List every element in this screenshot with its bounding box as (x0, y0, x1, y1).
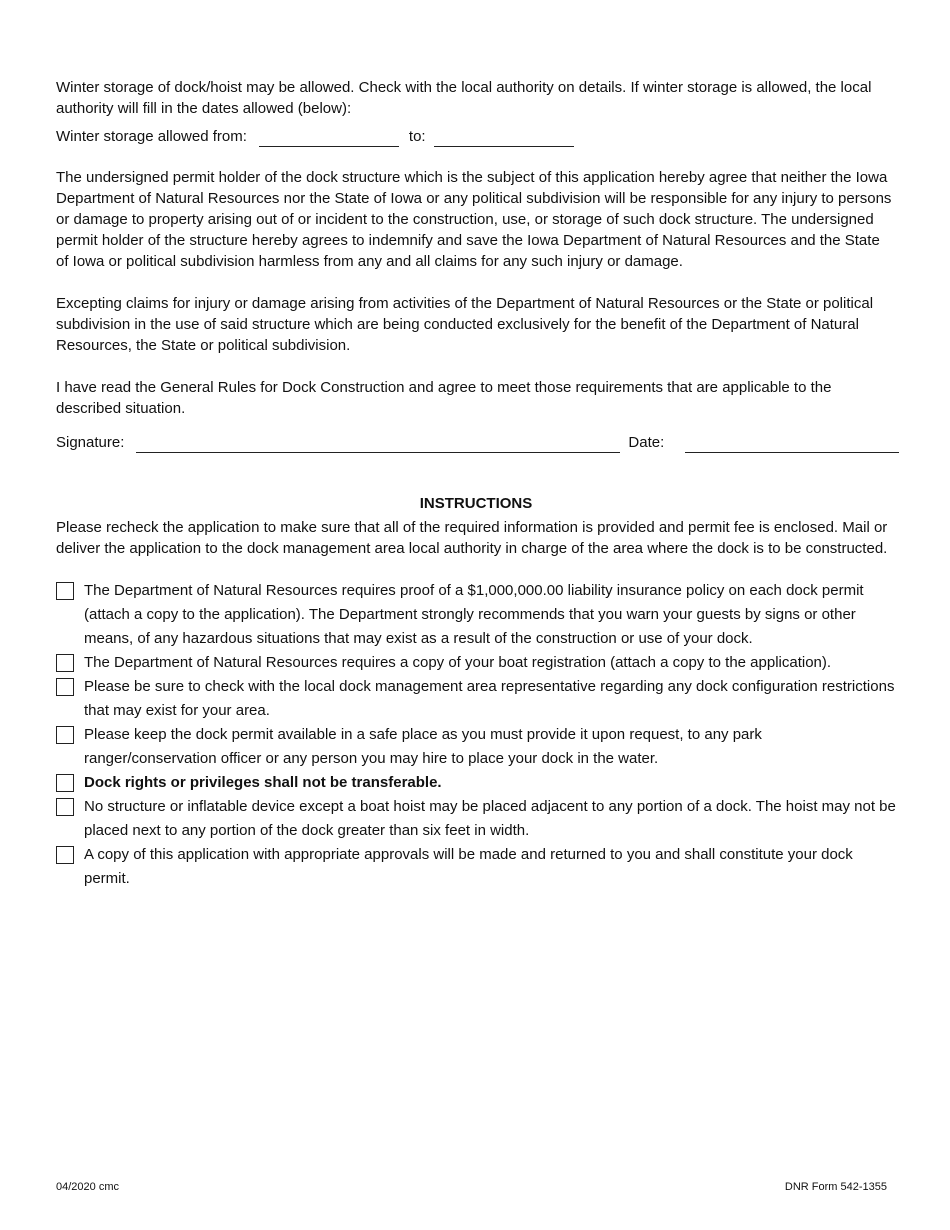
footer-revision: 04/2020 cmc (56, 1181, 119, 1193)
form-page (56, 77, 896, 891)
checklist-item-text: Please keep the dock permit available in a safe place as you must provide it upon request, to any park ranger/conservation officer or any person you may hire to place your dock in the water. (84, 726, 762, 767)
signature-row (56, 429, 904, 453)
checklist-item (56, 795, 896, 843)
instructions-intro: Please recheck the application to make sure that all of the required information is provided and permit fee is enclosed. Mail or deliver the application to the dock management area local authority in charge of the area where the dock is to be constructed. (56, 519, 888, 557)
checkbox[interactable] (56, 582, 74, 600)
date-field[interactable] (685, 434, 899, 453)
checklist-item (56, 843, 896, 891)
checkbox[interactable] (56, 774, 74, 792)
checkbox[interactable] (56, 798, 74, 816)
excepting-paragraph: Excepting claims for injury or damage arising from activities of the Department of Natural Resources or the State or political subdivision in the use of said structure which are being conducted exclusively for the benefit of the Department of Natural Resources, the State or political subdivision. (56, 295, 874, 354)
checklist-item-text: The Department of Natural Resources requires a copy of your boat registration (attach a copy to the application). (84, 654, 832, 671)
winter-storage-dates-row (56, 125, 896, 147)
checklist-item (56, 723, 896, 771)
checklist-item (56, 579, 896, 651)
winter-to-label: to: (408, 128, 426, 145)
checkbox[interactable] (56, 654, 74, 672)
checklist-item (56, 651, 896, 675)
winter-storage-intro: Winter storage of dock/hoist may be allowed. Check with the local authority on details. If winter storage is allowed, the local authority will fill in the dates allowed (below): (56, 79, 872, 117)
read-rules-paragraph: I have read the General Rules for Dock Construction and agree to meet those requirements that are applicable to the described situation. (56, 379, 832, 417)
checkbox[interactable] (56, 726, 74, 744)
instructions-title: INSTRUCTIONS (419, 495, 533, 512)
indemnity-paragraph: The undersigned permit holder of the dock structure which is the subject of this application hereby agree that neither the Iowa Department of Natural Resources nor the State of Iowa or any political subdivision will be responsible for any injury to persons or damage to property arising out of or incident to the construction, use, or storage of such dock structure. The undersigned permit holder of the structure hereby agrees to indemnify and save the Iowa Department of Natural Resources and the State of Iowa or political subdivision harmless from any and all claims for any such injury or damage. (56, 169, 892, 270)
instructions-checklist (56, 579, 896, 891)
checklist-item (56, 675, 896, 723)
checkbox[interactable] (56, 678, 74, 696)
checklist-item-text: The Department of Natural Resources requires proof of a $1,000,000.00 liability insurance policy on each dock permit (attach a copy to the application). The Department strongly recommends that you warn your guests by signs or other means, of any hazardous situations that may exist as a result of the construction or use of your dock. (84, 582, 864, 647)
winter-from-field[interactable] (259, 128, 399, 147)
checklist-item-text: A copy of this application with appropriate approvals will be made and returned to you and shall constitute your dock permit. (84, 846, 853, 887)
checklist-item-text: Dock rights or privileges shall not be transferable. (84, 774, 442, 791)
signature-field[interactable] (136, 434, 620, 453)
checklist-item-text: Please be sure to check with the local dock management area representative regarding any dock configuration restrictions that may exist for your area. (84, 678, 895, 719)
footer-form-number: DNR Form 542-1355 (784, 1181, 887, 1193)
date-label: Date: (628, 434, 665, 451)
checkbox[interactable] (56, 846, 74, 864)
winter-from-label: Winter storage allowed from: (56, 128, 247, 145)
checklist-item-text: No structure or inflatable device except a boat hoist may be placed adjacent to any portion of a dock. The hoist may not be placed next to any portion of the dock greater than six feet in width. (84, 798, 896, 839)
winter-to-field[interactable] (434, 128, 574, 147)
signature-label: Signature: (56, 434, 125, 451)
checklist-item (56, 771, 896, 795)
